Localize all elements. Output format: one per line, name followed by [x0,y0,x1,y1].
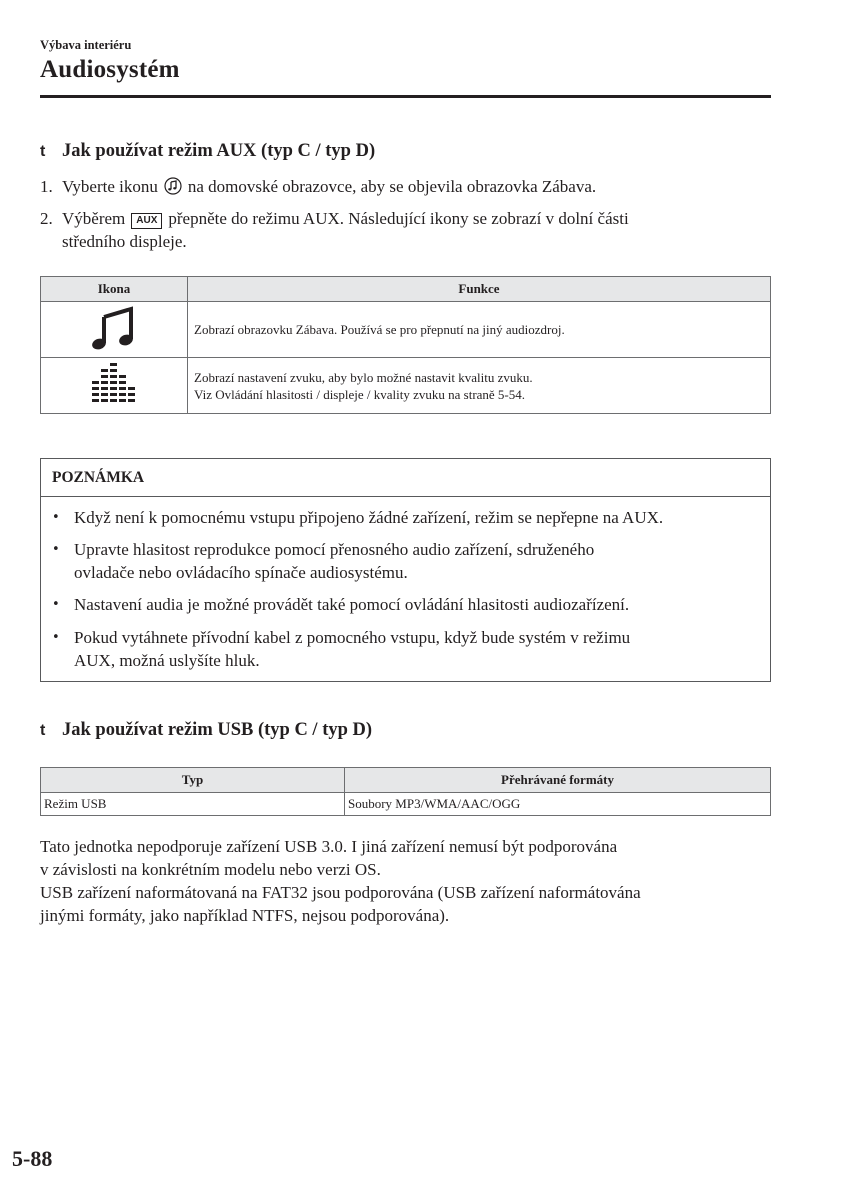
paragraph-line: jinými formáty, jako například NTFS, nejsou podporována). [40,906,450,925]
usb-paragraph [40,835,780,927]
step-1-before: Vyberte ikonu [62,177,158,196]
note-title: POZNÁMKA [41,459,770,497]
aux-heading-text: Jak používat režim AUX (typ C / typ D) [62,141,376,161]
step-2-number: 2. [40,209,53,228]
icon-cell [41,302,188,358]
bullet-icon: • [52,597,60,612]
usb-heading-text: Jak používat režim USB (typ C / typ D) [62,720,373,740]
list-item [52,593,764,616]
step-1-after: na domovské obrazovce, aby se objevila obrazovka Zábava. [187,177,597,196]
usb-heading [40,720,372,741]
table-row [41,793,771,816]
bullet-icon: • [52,630,60,645]
step-1-text [62,175,596,201]
usb-format-table [40,767,771,816]
list-item [52,538,764,584]
equalizer-icon [90,392,138,409]
page-title: Audiosystém [40,56,180,83]
step-1 [40,175,780,201]
table-header-formats: Přehrávané formáty [345,768,771,793]
icon-cell [41,358,188,414]
note-item-text: Pokud vytáhnete přívodní kabel z pomocného vstupu, když bude systém v režimu AUX, možná uslyšíte hluk. [74,628,631,670]
heading-bullet: t [40,721,46,739]
aux-badge-icon: AUX [131,213,162,229]
step-2 [40,207,780,253]
step-2-line2: středního displeje. [62,232,187,251]
table-header-icon: Ikona [41,277,188,302]
function-cell [188,358,771,414]
aux-heading [40,141,375,162]
heading-bullet: t [40,142,46,160]
step-1-number: 1. [40,177,53,196]
function-text: Zobrazí obrazovku Zábava. Používá se pro přepnutí na jiný audiozdroj. [194,322,565,337]
step-2-after: přepněte do režimu AUX. Následující ikony se zobrazí v dolní části [168,209,629,228]
section-label: Výbava interiéru [40,38,132,52]
function-text: Viz Ovládání hlasitosti / displeje / kvality zvuku na straně 5-54. [194,386,526,402]
note-item-text: Když není k pomocnému vstupu připojeno žádné zařízení, režim se nepřepne na AUX. [74,508,664,527]
paragraph-line: v závislosti na konkrétním modelu nebo verzi OS. [40,860,381,879]
title-rule [40,95,771,98]
step-2-before: Výběrem [62,209,126,228]
list-item [52,506,764,529]
function-text: Zobrazí nastavení zvuku, aby bylo možné nastavit kvalitu zvuku. [194,369,533,385]
table-header-type: Typ [41,768,345,793]
music-notes-icon [91,338,137,355]
music-note-circle-icon [164,177,182,201]
bullet-icon: • [52,542,60,557]
table-cell: Soubory MP3/WMA/AAC/OGG [345,793,771,816]
table-cell: Režim USB [41,793,345,816]
note-box [40,458,771,682]
table-row [41,302,771,358]
note-item-text: Upravte hlasitost reprodukce pomocí přenosného audio zařízení, sdruženého ovladače nebo ovládacího spínače audiosystému. [74,540,595,582]
table-row [41,358,771,414]
paragraph-line: Tato jednotka nepodporuje zařízení USB 3.0. I jiná zařízení nemusí být podporována [40,837,618,856]
function-cell [188,302,771,358]
note-item-text: Nastavení audia je možné provádět také pomocí ovládání hlasitosti audiozařízení. [74,595,630,614]
table-header-function: Funkce [188,277,771,302]
page-number: 5-88 [12,1146,53,1171]
icon-function-table [40,276,771,414]
paragraph-line: USB zařízení naformátovaná na FAT32 jsou podporována (USB zařízení naformátována [40,883,641,902]
step-2-text [62,207,629,253]
list-item [52,626,764,672]
bullet-icon: • [52,510,60,525]
